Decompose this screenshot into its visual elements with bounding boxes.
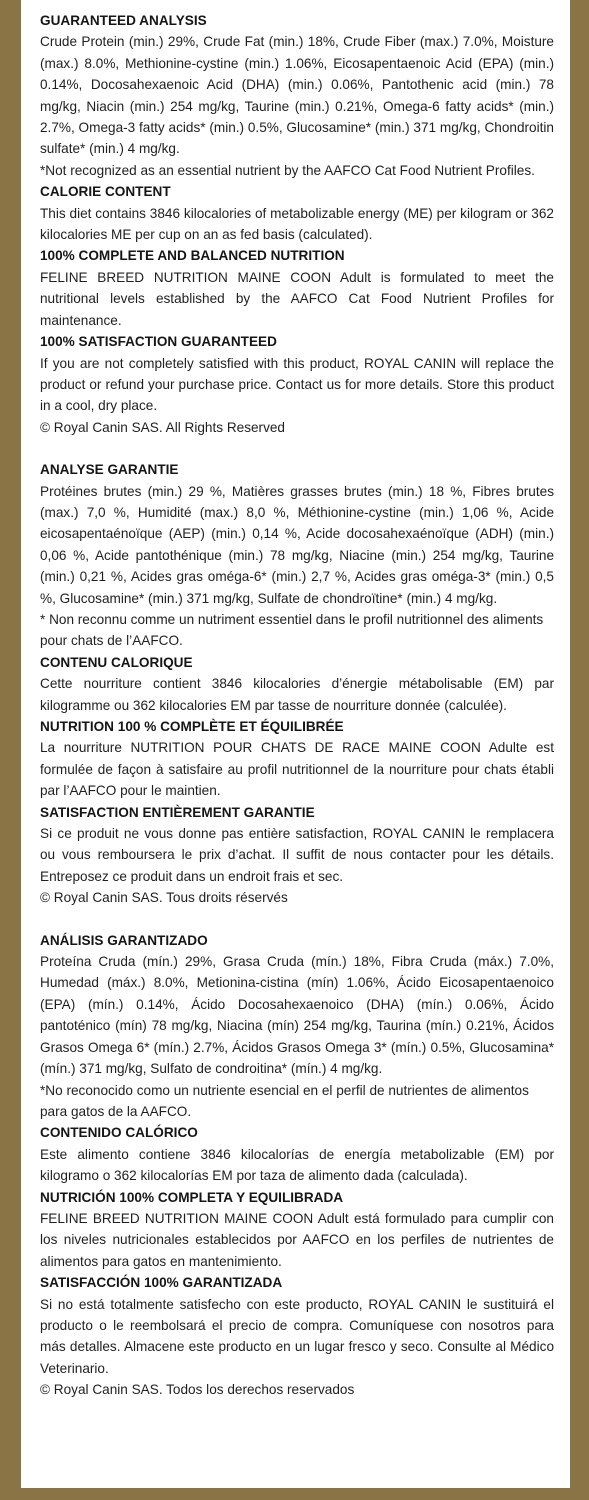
- satisfaction-text: If you are not completely satisfied with this product, ROYAL CANIN will replace the product or refund your purchase price. Contact us for more details. Store this product in a cool, dry place.: [40, 355, 554, 414]
- guaranteed-analysis-heading: ANÁLISIS GARANTIZADO: [40, 932, 208, 948]
- satisfaction-heading: SATISFACCIÓN 100% GARANTIZADA: [40, 1275, 283, 1291]
- guaranteed-analysis-note: *Not recognized as an essential nutrient by the AAFCO Cat Food Nutrient Profiles.: [40, 162, 535, 178]
- guaranteed-analysis-text: Crude Protein (min.) 29%, Crude Fat (min.) 18%, Crude Fiber (max.) 7.0%, Moisture (max.) 8.0%, Methionine-cystine (min.) 1.06%, Eicosapentaenoic Acid (EPA) (min.) 0.14%, Docosahexaenoic Acid (DHA) (min.) 0.06%, Pantothenic acid (min.) 78 mg/kg, Niacin (min.) 254 mg/kg, Taurine (min.) 0.21%, Omega-6 fatty acids* (min.) 2.7%, Omega-3 fatty acids* (min.) 0.5%, Glucosamine* (min.) 371 mg/kg, Chondroitin sulfate* (min.) 4 mg/kg.: [40, 34, 554, 157]
- satisfaction-heading: 100% SATISFACTION GUARANTEED: [40, 334, 277, 350]
- copyright-text: © Royal Canin SAS. All Rights Reserved: [40, 419, 285, 435]
- satisfaction-text: Si no está totalmente satisfecho con este producto, ROYAL CANIN le sustituirá el producto o le reembolsará el precio de compra. Comuníquese con nosotros para más detalles. Almacene este producto en un lugar fresco y seco. Consulte al Médico Veterinario.: [40, 1296, 554, 1376]
- complete-nutrition-text: FELINE BREED NUTRITION MAINE COON Adult is formulated to meet the nutritional levels established by the AAFCO Cat Food Nutrient Profiles for maintenance.: [40, 269, 554, 328]
- guaranteed-analysis-heading: ANALYSE GARANTIE: [40, 462, 179, 478]
- guaranteed-analysis-text: Protéines brutes (min.) 29 %, Matières grasses brutes (min.) 18 %, Fibres brutes (max.) 7,0 %, Humidité (max.) 8,0 %, Méthionine-cystine (min.) 1,06 %, Acide eicosapentaénoïque (AEP) (min.) 0,14 %, Acide docosahexaénoïque (ADH) (min.) 0,06 %, Acide pantothénique (min.) 78 mg/kg, Niacine (min.) 254 mg/kg, Taurine (min.) 0,21 %, Acides gras oméga-6* (min.) 2,7 %, Acides gras oméga-3* (min.) 0,5 %, Glucosamine* (min.) 371 mg/kg, Sulfate de chondroïtine* (min.) 4 mg/kg.: [40, 483, 554, 606]
- guaranteed-analysis-heading: GUARANTEED ANALYSIS: [40, 13, 207, 28]
- complete-nutrition-text: FELINE BREED NUTRITION MAINE COON Adult está formulado para cumplir con los niveles nutricionales establecidos por AAFCO en los perfiles de nutrientes de alimentos para gatos en mantenimiento.: [40, 1210, 554, 1269]
- satisfaction-heading: SATISFACTION ENTIÈREMENT GARANTIE: [40, 804, 315, 820]
- calorie-content-text: Este alimento contiene 3846 kilocalorías de energía metabolizable (EM) por kilogramo o 362 kilocalorías EM por taza de alimento dada (calculada).: [40, 1146, 554, 1184]
- complete-nutrition-heading: 100% COMPLETE AND BALANCED NUTRITION: [40, 248, 345, 264]
- copyright-text: © Royal Canin SAS. Tous droits réservés: [40, 890, 288, 906]
- calorie-content-heading: CONTENU CALORIQUE: [40, 654, 193, 670]
- guaranteed-analysis-note: *No reconocido como un nutriente esencial en el perfil de nutrientes de alimentos para gatos de la AAFCO.: [40, 1082, 529, 1119]
- spanish-section: [40, 930, 554, 1401]
- label-content: [40, 10, 554, 1401]
- calorie-content-text: Cette nourriture contient 3846 kilocalories d’énergie métabolisable (EM) par kilogramme ou 362 kilocalories EM par tasse de nourriture donnée (calculée).: [40, 676, 554, 713]
- complete-nutrition-heading: NUTRICIÓN 100% COMPLETA Y EQUILIBRADA: [40, 1189, 344, 1205]
- calorie-content-text: This diet contains 3846 kilocalories of metabolizable energy (ME) per kilogram or 362 kilocalories ME per cup on an as fed basis (calculated).: [40, 205, 554, 243]
- french-section: [40, 459, 554, 909]
- copyright-text: © Royal Canin SAS. Todos los derechos reservados: [40, 1382, 355, 1398]
- satisfaction-text: Si ce produit ne vous donne pas entière satisfaction, ROYAL CANIN le remplacera ou vous remboursera le prix d’achat. Il suffit de nous contacter pour les détails. Entreposez ce produit dans un endroit frais et sec.: [40, 826, 554, 884]
- guaranteed-analysis-note: * Non reconnu comme un nutriment essentiel dans le profil nutritionnel des aliments pour chats de l’AAFCO.: [40, 611, 544, 649]
- complete-nutrition-heading: NUTRITION 100 % COMPLÈTE ET ÉQUILIBRÉE: [40, 719, 344, 734]
- calorie-content-heading: CONTENIDO CALÓRICO: [40, 1125, 198, 1141]
- guaranteed-analysis-text: Proteína Cruda (mín.) 29%, Grasa Cruda (mín.) 18%, Fibra Cruda (máx.) 7.0%, Humedad (máx.) 8.0%, Metionina-cistina (mín) 1.06%, Ácido Eicosapentaenoico (EPA) (mín.) 0.14%, Ácido Docosahexaenoico (DHA) (mín.) 0.06%, Ácido pantoténico (mín) 78 mg/kg, Niacina (mín) 254 mg/kg, Taurina (mín.) 0.21%, Ácidos Grasos Omega 6* (mín.) 2.7%, Ácidos Grasos Omega 3* (mín.) 0.5%, Glucosamina* (mín.) 371 mg/kg, Sulfato de condroitina* (mín.) 4 mg/kg.: [40, 954, 554, 1077]
- english-section: [40, 10, 554, 438]
- complete-nutrition-text: La nourriture NUTRITION POUR CHATS DE RACE MAINE COON Adulte est formulée de façon à satisfaire au profil nutritionnel de la nourriture pour chats établi par l’AAFCO pour le maintien.: [40, 740, 554, 799]
- calorie-content-heading: CALORIE CONTENT: [40, 184, 171, 200]
- label-panel: [21, 0, 570, 1488]
